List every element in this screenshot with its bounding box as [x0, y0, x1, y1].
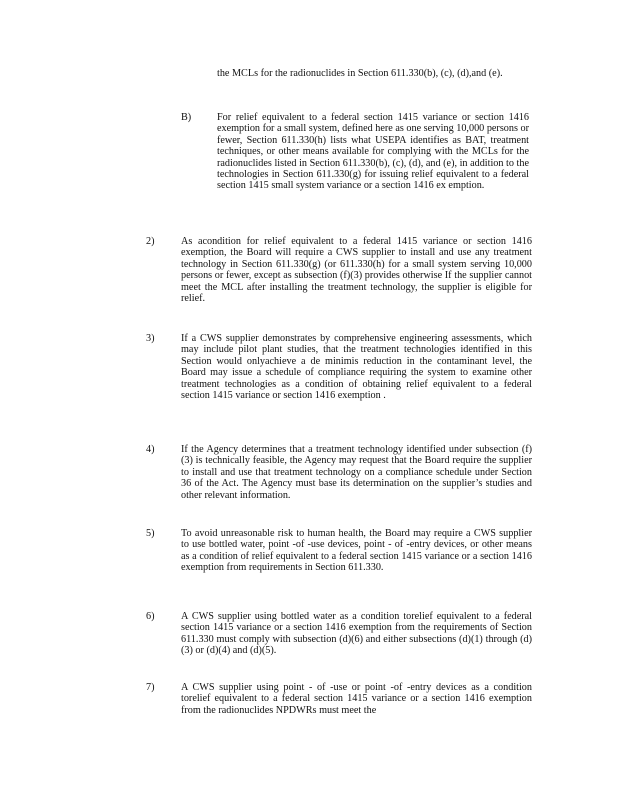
item-paragraph: A CWS supplier using bottled water as a condition torelief equivalent to a federal section 1415 variance or a section 1416 exemption from the requirements of Section 611.330 must comply with subsection (d)(6) and either subsections (d)(1) through (d)(3) or (d)(4) and (d)(5).	[181, 611, 532, 657]
item-paragraph: As acondition for relief equivalent to a federal 1415 variance or section 1416 exemption, the Board will require a CWS supplier to install and use any treatment technology in Section 611.330(g) (or 611.330(h) for a small system serving 10,000 persons or fewer, except as subsection (f)(3) provides otherwise If the supplier cannot meet the MCL after installing the treatment technology, the supplier is eligible for relief.	[181, 236, 532, 305]
item-paragraph: To avoid unreasonable risk to human health, the Board may require a CWS supplier to use bottled water, point -of -use devices, point - of -entry devices, or other means as a condition of relief equivalent to a federal section 1415 variance or a section 1416 exemption from requirements in Section 611.330.	[181, 528, 532, 574]
item-paragraph: If the Agency determines that a treatment technology identified under subsection (f)(3) is technically feasible, the Agency may request that the Board require the supplier to install and use that treatment technology on a compliance schedule under Section 36 of the Act. The Agency must base its determination on the supplier’s studies and other relevant information.	[181, 444, 532, 501]
subitem-b-paragraph: For relief equivalent to a federal section 1415 variance or section 1416 exemption for a small system, defined here as one serving 10,000 persons or fewer, Section 611.330(h) lists what USEPA identifies as BAT, treatment techniques, or other means available for complying with the MCLs for the radionuclides listed in Section 611.330(b), (c), (d), and (e), in addition to the technologies in Section 611.330(g) for issuing relief equivalent to a federal section 1415 small system variance or a section 1416 ex emption.	[217, 112, 529, 192]
item-paragraph: If a CWS supplier demonstrates by comprehensive engineering assessments, which may include pilot plant studies, that the treatment technologies identified in this Section would onlyachieve a de minimis reduction in the contaminant level, the Board may issue a schedule of compliance requiring the system to examine other treatment technologies as a condition of obtaining relief equivalent to a federal section 1415 variance or section 1416 exemption .	[181, 333, 532, 402]
item-number: 7)	[146, 682, 155, 693]
item-number: 5)	[146, 528, 155, 539]
item-number: 2)	[146, 236, 155, 247]
item-number: 4)	[146, 444, 155, 455]
item-paragraph: A CWS supplier using point - of -use or point -of -entry devices as a condition torelief equivalent to a federal section 1415 variance or a section 1416 exemption from the radionuclides NPDWRs must meet the	[181, 682, 532, 716]
item-number: 3)	[146, 333, 155, 344]
continuation-paragraph: the MCLs for the radionuclides in Section 611.330(b), (c), (d),and (e).	[217, 68, 503, 79]
subitem-b-label: B)	[181, 112, 192, 123]
item-number: 6)	[146, 611, 155, 622]
